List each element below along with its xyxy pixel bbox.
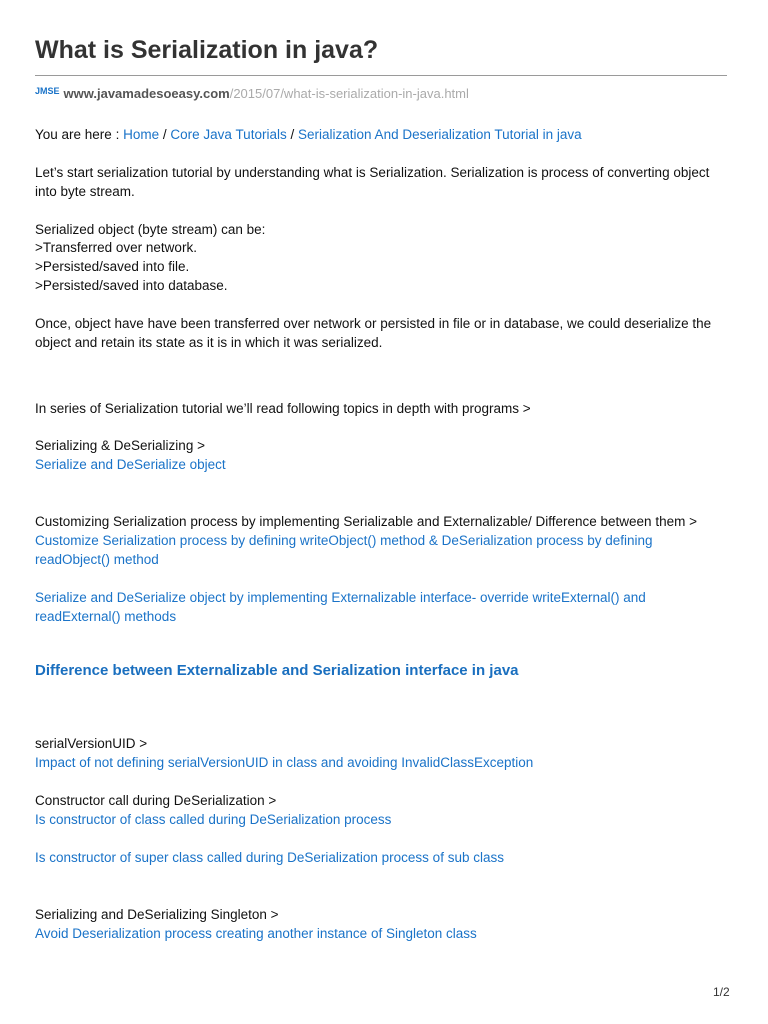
singleton-link[interactable]: Avoid Deserialization process creating another instance of Singleton class (35, 926, 477, 941)
serialversionuid-link[interactable]: Impact of not defining serialVersionUID in class and avoiding InvalidClassException (35, 755, 534, 770)
deserialize-line-1: Once, object have have been transferred over network or persisted in file or in database, we could deserialize the (35, 316, 712, 331)
serialize-deserialize-link[interactable]: Serialize and DeSerialize object (35, 457, 226, 472)
difference-heading-link[interactable]: Difference between Externalizable and Serialization interface in java (35, 662, 519, 679)
intro-line-2: into byte stream. (35, 184, 135, 199)
title-divider (35, 75, 727, 76)
page-number: 1/2 (713, 985, 730, 999)
breadcrumb-home-link[interactable]: Home (123, 127, 160, 142)
breadcrumb-prefix: You are here : (35, 127, 120, 142)
byte-stream-item: >Persisted/saved into file. (35, 259, 190, 274)
externalizable-link[interactable]: Serialize and DeSerialize object by implementing Externalizable interface- override writeExternal() and (35, 590, 646, 605)
byte-stream-item: >Transferred over network. (35, 240, 197, 255)
series-intro: In series of Serialization tutorial we’ll read following topics in depth with programs > (35, 401, 531, 416)
source-url[interactable] (35, 86, 469, 101)
breadcrumb-current-link[interactable]: Serialization And Deserialization Tutorial in java (298, 127, 582, 142)
source-path[interactable]: /2015/07/what-is-serialization-in-java.html (229, 86, 469, 101)
section-label: Customizing Serialization process by implementing Serializable and Externalizable/ Difference between them > (35, 514, 697, 529)
constructor-super-class-link[interactable]: Is constructor of super class called during DeSerialization process of sub class (35, 850, 504, 865)
customize-serialization-link[interactable]: readObject() method (35, 552, 159, 567)
breadcrumb-core-java-link[interactable]: Core Java Tutorials (170, 127, 287, 142)
section-label: serialVersionUID > (35, 736, 148, 751)
breadcrumb-separator: / (162, 127, 167, 142)
byte-stream-item: >Persisted/saved into database. (35, 278, 228, 293)
externalizable-link[interactable]: readExternal() methods (35, 609, 177, 624)
site-logo-icon: JMSE (35, 86, 60, 96)
section-label: Constructor call during DeSerialization > (35, 793, 277, 808)
byte-stream-heading: Serialized object (byte stream) can be: (35, 222, 266, 237)
source-domain[interactable]: www.javamadesoeasy.com (63, 86, 230, 101)
intro-line-1: Let’s start serialization tutorial by understanding what is Serialization. Serialization is process of converting object (35, 165, 710, 180)
section-label: Serializing and DeSerializing Singleton > (35, 907, 279, 922)
customize-serialization-link[interactable]: Customize Serialization process by defining writeObject() method & DeSerialization process by defining (35, 533, 653, 548)
page-title: What is Serialization in java? (35, 36, 379, 64)
breadcrumb (35, 125, 582, 144)
breadcrumb-separator: / (290, 127, 295, 142)
section-label: Serializing & DeSerializing > (35, 438, 205, 453)
deserialize-line-2: object and retain its state as it is in which it was serialized. (35, 335, 383, 350)
constructor-class-link[interactable]: Is constructor of class called during DeSerialization process (35, 812, 392, 827)
